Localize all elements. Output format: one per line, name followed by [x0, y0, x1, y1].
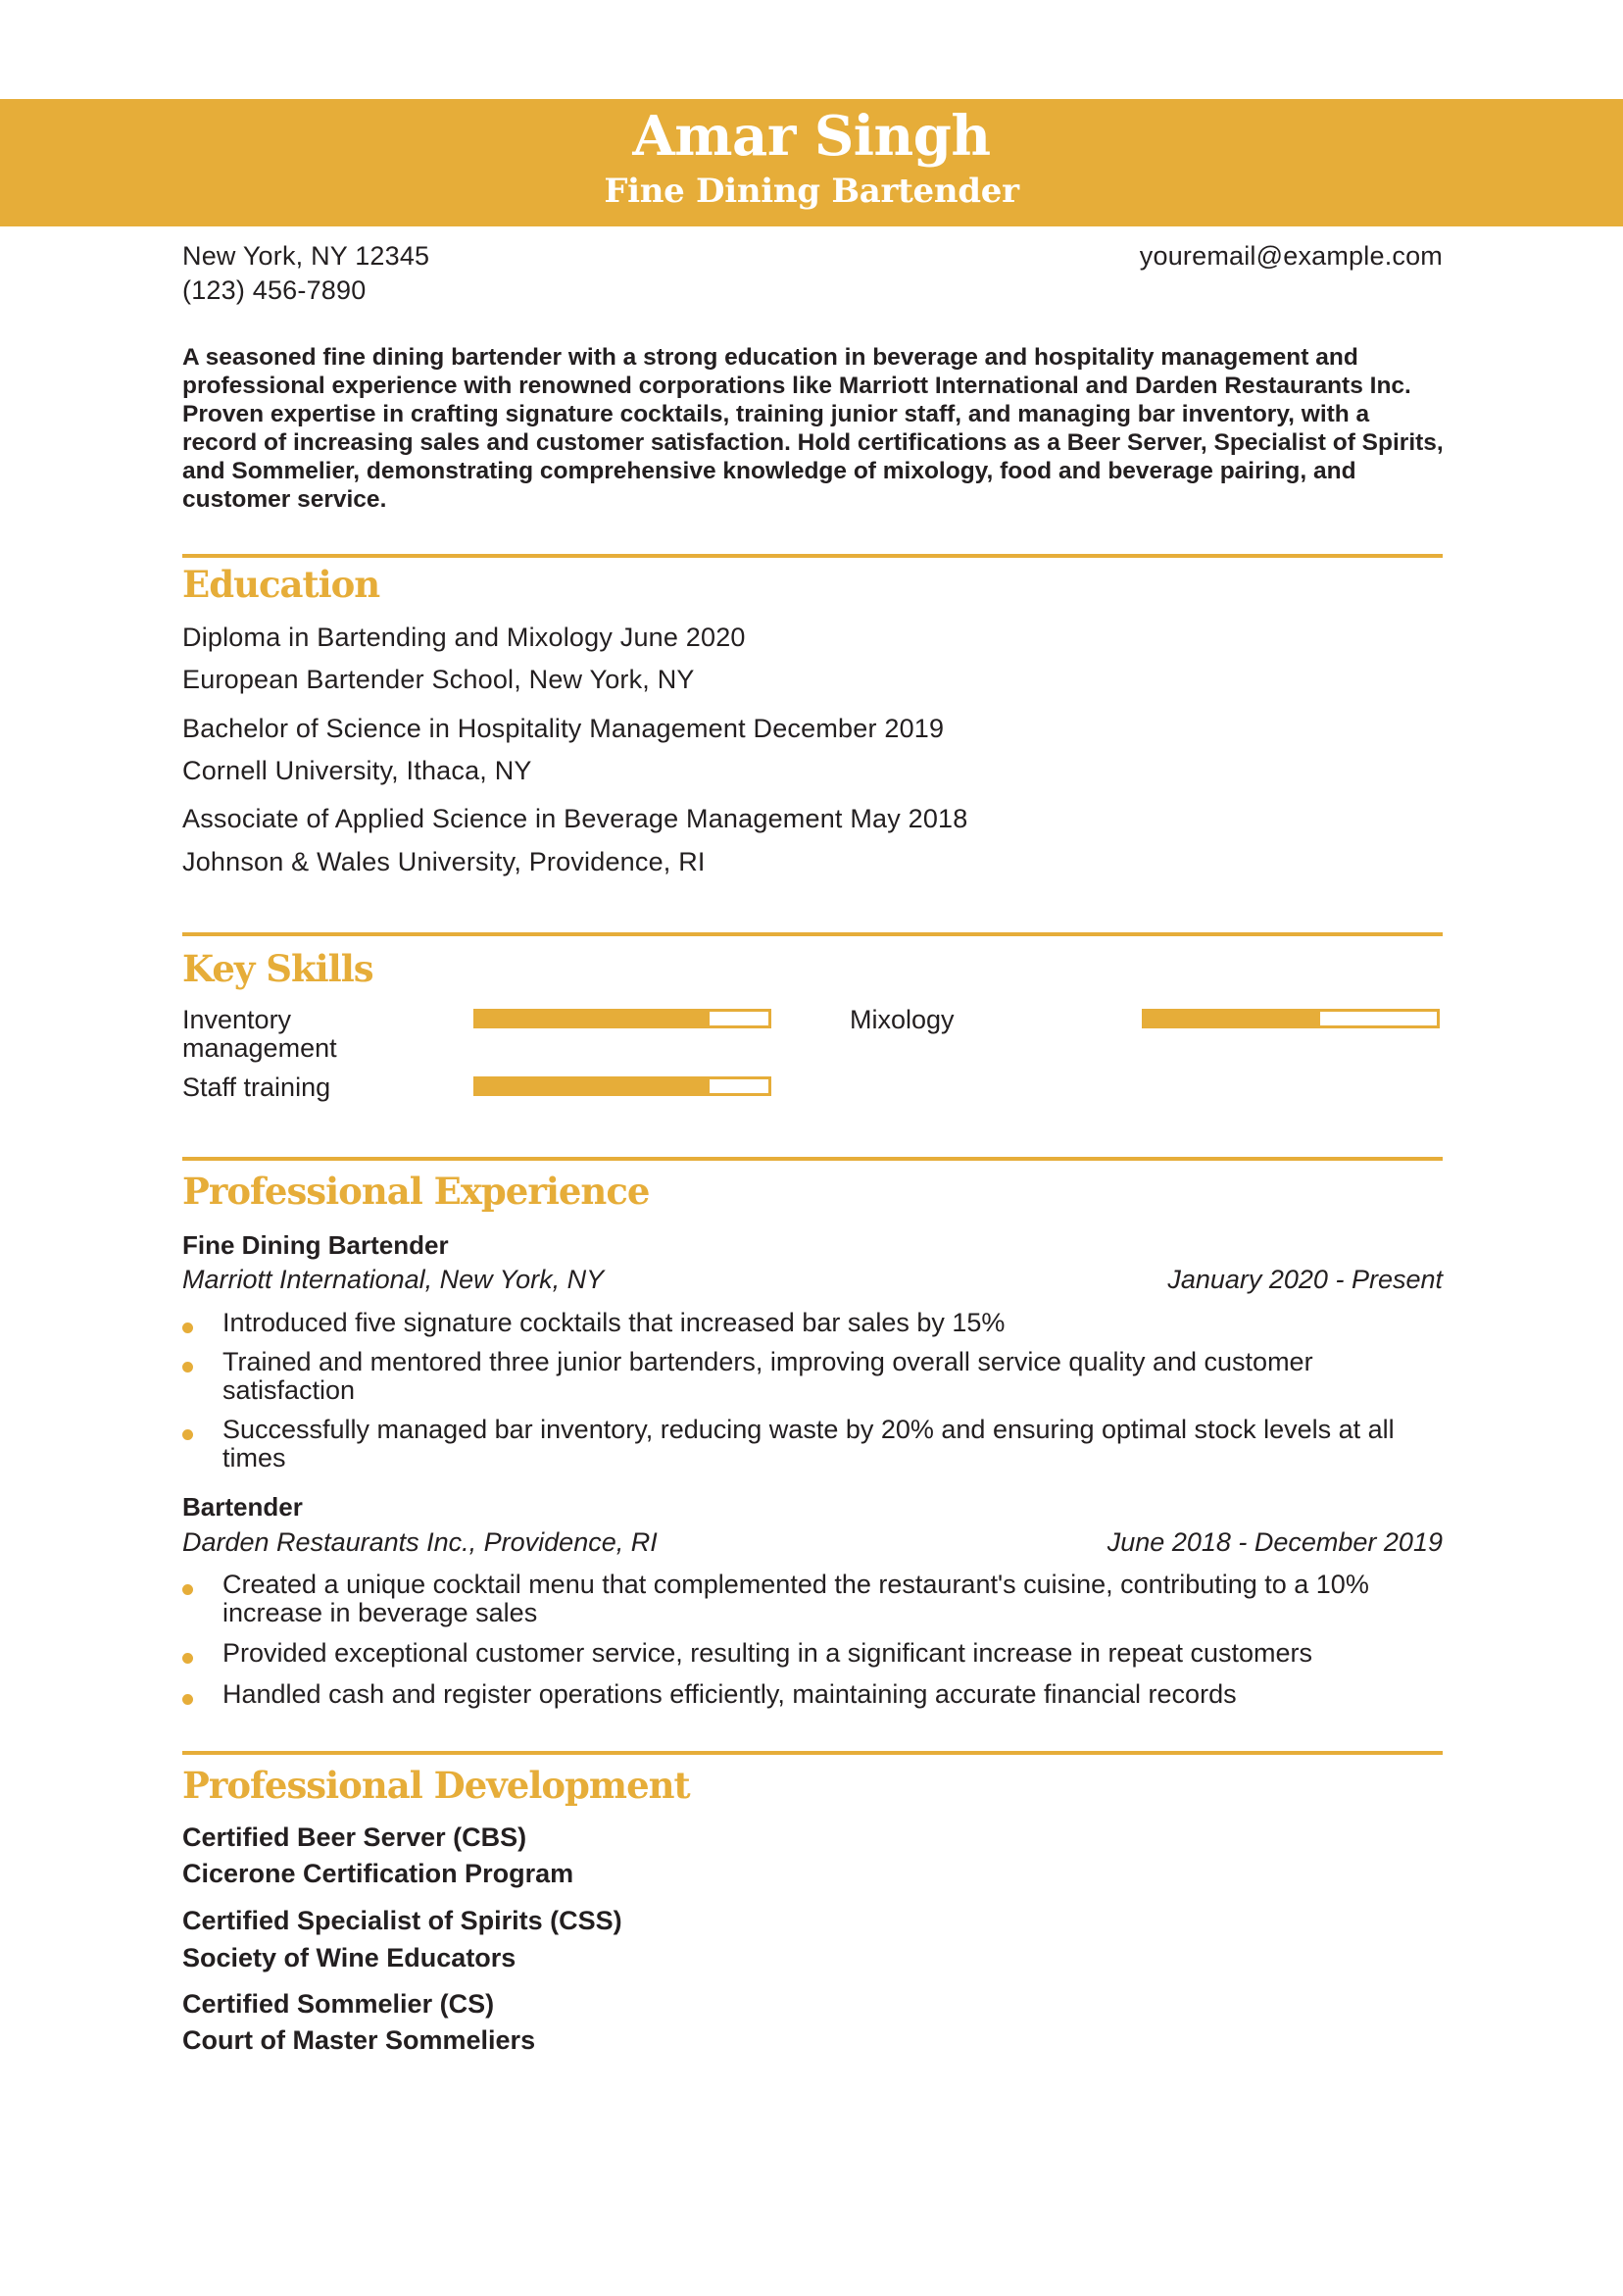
certification-issuer: Cicerone Certification Program: [182, 1859, 574, 1888]
resume-header: [0, 99, 1623, 226]
education-degree: Associate of Applied Science in Beverage Management May 2018: [182, 804, 968, 833]
job-company: Marriott International, New York, NY: [182, 1265, 605, 1294]
skill-level-fill: [1145, 1012, 1320, 1025]
job-company: Darden Restaurants Inc., Providence, RI: [182, 1527, 658, 1557]
bullet-text: Introduced five signature cocktails that increased bar sales by 15%: [222, 1308, 1006, 1337]
bullet-icon: [182, 1362, 193, 1373]
bullet-icon: [182, 1584, 193, 1595]
certification-issuer: Court of Master Sommeliers: [182, 2025, 536, 2055]
education-school: Johnson & Wales University, Providence, RI: [182, 847, 706, 876]
section-divider: [182, 1751, 1443, 1755]
bullet-icon: [182, 1653, 193, 1664]
education-heading: Education: [182, 563, 380, 606]
skill-level-bar: [473, 1009, 771, 1028]
bullet-text: Provided exceptional customer service, resulting in a significant increase in repeat customers: [222, 1638, 1313, 1668]
bullet-text: Successfully managed bar inventory, reducing waste by 20% and ensuring optimal stock levels at all times: [222, 1415, 1395, 1472]
education-degree: Diploma in Bartending and Mixology June 2020: [182, 623, 746, 652]
skill-level-bar: [473, 1076, 771, 1096]
skills-heading: Key Skills: [182, 947, 373, 990]
candidate-name: Amar Singh: [632, 104, 991, 169]
contact-phone: (123) 456-7890: [182, 275, 367, 305]
skill-label: Inventory management: [182, 1005, 337, 1063]
job-dates: January 2020 - Present: [1167, 1265, 1443, 1294]
skill-level-bar: [1142, 1009, 1440, 1028]
candidate-title: Fine Dining Bartender: [604, 172, 1019, 211]
education-degree: Bachelor of Science in Hospitality Management December 2019: [182, 714, 945, 743]
skill-level-fill: [476, 1079, 710, 1093]
job-dates: June 2018 - December 2019: [1107, 1527, 1443, 1557]
development-heading: Professional Development: [182, 1764, 690, 1807]
section-divider: [182, 1157, 1443, 1161]
education-school: European Bartender School, New York, NY: [182, 665, 695, 694]
professional-summary: A seasoned fine dining bartender with a strong education in beverage and hospitality management and professional experience with renowned corporations like Marriott International and Darden Restaurants Inc. Proven expertise in crafting signature cocktails, training junior staff, and managing bar inventory, with a record of increasing sales and customer satisfaction. Hold certifications as a Beer Server, Specialist of Spirits, and Sommelier, demonstrating comprehensive knowledge of mixology, food and beverage pairing, and customer service.: [182, 344, 1444, 513]
skill-label: Staff training: [182, 1073, 331, 1102]
job-title: Fine Dining Bartender: [182, 1230, 449, 1260]
section-divider: [182, 554, 1443, 558]
contact-address: New York, NY 12345: [182, 241, 430, 271]
section-divider: [182, 932, 1443, 936]
certification-issuer: Society of Wine Educators: [182, 1943, 516, 1972]
skill-level-fill: [476, 1012, 710, 1025]
experience-heading: Professional Experience: [182, 1170, 650, 1213]
bullet-text: Created a unique cocktail menu that complemented the restaurant's cuisine, contributing to a 10% increase in beverage sales: [222, 1570, 1369, 1627]
certification-name: Certified Beer Server (CBS): [182, 1822, 527, 1852]
education-school: Cornell University, Ithaca, NY: [182, 756, 532, 785]
bullet-icon: [182, 1429, 193, 1440]
bullet-icon: [182, 1694, 193, 1705]
certification-name: Certified Sommelier (CS): [182, 1989, 495, 2019]
skill-label: Mixology: [850, 1005, 955, 1034]
certification-name: Certified Specialist of Spirits (CSS): [182, 1906, 622, 1935]
bullet-text: Handled cash and register operations efficiently, maintaining accurate financial records: [222, 1679, 1237, 1709]
job-title: Bartender: [182, 1492, 303, 1522]
bullet-text: Trained and mentored three junior bartenders, improving overall service quality and customer satisfaction: [222, 1347, 1313, 1405]
contact-email: youremail@example.com: [1139, 241, 1443, 271]
bullet-icon: [182, 1323, 193, 1333]
